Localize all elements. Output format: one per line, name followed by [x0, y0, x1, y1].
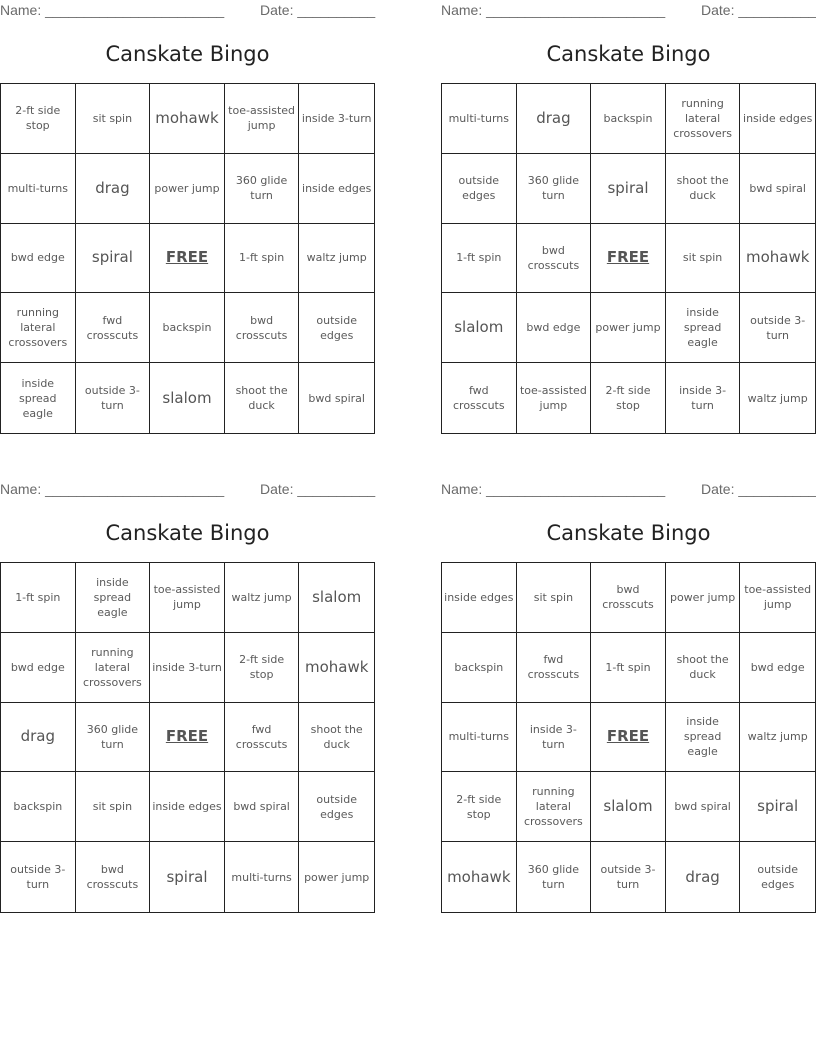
bingo-cell: 2-ft side stop	[442, 772, 517, 842]
bingo-cell: shoot the duck	[666, 633, 741, 703]
bingo-cell: multi-turns	[1, 154, 76, 224]
bingo-cell: 2-ft side stop	[1, 84, 76, 154]
bingo-cell: 1-ft spin	[591, 633, 666, 703]
bingo-cell: inside spread eagle	[666, 293, 741, 363]
bingo-cell: bwd edge	[517, 293, 592, 363]
bingo-cell: sit spin	[517, 563, 592, 633]
free-space-cell: FREE	[591, 703, 666, 773]
bingo-cell: power jump	[150, 154, 225, 224]
bingo-cell: 1-ft spin	[225, 224, 300, 294]
bingo-cell: toe-assisted jump	[225, 84, 300, 154]
bingo-cell: multi-turns	[442, 84, 517, 154]
bingo-cell: outside edges	[442, 154, 517, 224]
bingo-cell: power jump	[304, 870, 370, 884]
name-field-label: Name: _______________________	[0, 2, 225, 18]
name-field-label: Name: _______________________	[441, 481, 666, 497]
bingo-cell: bwd spiral	[740, 154, 815, 224]
card-header	[441, 0, 816, 20]
card-title: Canskate Bingo	[105, 42, 270, 66]
bingo-cell: inside edges	[299, 154, 374, 224]
bingo-cell: 360 glide turn	[225, 154, 300, 224]
bingo-cell: multi-turns	[225, 842, 300, 912]
bingo-cell: toe-assisted jump	[150, 563, 225, 633]
bingo-cell: bwd crosscuts	[225, 293, 300, 363]
bingo-cell: outside 3-turn	[591, 842, 666, 912]
bingo-cell: inside spread eagle	[76, 563, 151, 633]
bingo-cell: fwd crosscuts	[517, 633, 592, 703]
bingo-cell: mohawk	[740, 224, 815, 294]
date-field-label: Date: __________	[701, 2, 816, 18]
bingo-cell: mohawk	[150, 84, 225, 154]
bingo-cell: inside 3-turn	[150, 633, 225, 703]
date-field-label: Date: __________	[260, 2, 376, 18]
bingo-cell: running lateral crossovers	[1, 293, 76, 363]
free-space-cell: FREE	[150, 224, 225, 294]
bingo-cell: outside edges	[299, 293, 374, 363]
card-title: Canskate Bingo	[546, 521, 711, 545]
date-field-label: Date: __________	[260, 481, 376, 497]
bingo-cell: 2-ft side stop	[591, 363, 666, 433]
bingo-cell: power jump	[666, 563, 741, 633]
bingo-cell: multi-turns	[442, 703, 517, 773]
bingo-cell: drag	[666, 842, 741, 912]
bingo-cell: 360 glide turn	[517, 842, 592, 912]
bingo-cell: outside 3-turn	[76, 363, 151, 433]
bingo-grid	[441, 562, 816, 913]
bingo-cell: bwd crosscuts	[517, 224, 592, 294]
bingo-cell: waltz jump	[740, 703, 815, 773]
bingo-cell: running lateral crossovers	[517, 772, 592, 842]
bingo-cell: bwd crosscuts	[591, 563, 666, 633]
bingo-cell: inside 3-turn	[299, 84, 374, 154]
bingo-cell: inside edges	[150, 772, 225, 842]
bingo-cell: toe-assisted jump	[740, 563, 815, 633]
card-header	[0, 0, 375, 20]
bingo-cell: slalom	[299, 563, 374, 633]
bingo-cell: slalom	[591, 772, 666, 842]
bingo-cell: inside 3-turn	[517, 703, 592, 773]
bingo-cell: bwd spiral	[666, 772, 741, 842]
free-space-cell: FREE	[591, 224, 666, 294]
bingo-cell: inside spread eagle	[1, 363, 76, 433]
bingo-cell: waltz jump	[747, 391, 808, 405]
bingo-cell: spiral	[76, 224, 151, 294]
bingo-cell: 360 glide turn	[76, 703, 151, 773]
bingo-cell: backspin	[591, 84, 666, 154]
bingo-cell: outside 3-turn	[1, 842, 76, 912]
bingo-cell: spiral	[740, 772, 815, 842]
bingo-cell: mohawk	[299, 633, 374, 703]
bingo-cell: 1-ft spin	[1, 563, 76, 633]
card-title: Canskate Bingo	[105, 521, 270, 545]
bingo-cell: backspin	[442, 633, 517, 703]
bingo-cell: drag	[1, 703, 76, 773]
bingo-cell: mohawk	[442, 842, 517, 912]
bingo-cell: inside 3-turn	[666, 363, 741, 433]
bingo-cell: inside edges	[442, 563, 517, 633]
card-header	[0, 479, 375, 499]
bingo-cell: drag	[517, 84, 592, 154]
bingo-cell: drag	[76, 154, 151, 224]
bingo-cell: fwd crosscuts	[76, 293, 151, 363]
bingo-cell: inside spread eagle	[666, 703, 741, 773]
bingo-cell: shoot the duck	[666, 154, 741, 224]
card-header	[441, 479, 816, 499]
name-field-label: Name: _______________________	[441, 2, 666, 18]
bingo-cell: slalom	[150, 363, 225, 433]
bingo-cell: spiral	[150, 842, 225, 912]
bingo-cell: slalom	[442, 293, 517, 363]
bingo-cell: bwd edge	[1, 633, 76, 703]
bingo-grid	[441, 83, 816, 434]
bingo-cell: bwd crosscuts	[76, 842, 151, 912]
bingo-cell: outside edges	[757, 863, 798, 892]
name-field-label: Name: _______________________	[0, 481, 225, 497]
bingo-cell: inside edges	[740, 84, 815, 154]
bingo-cell: bwd spiral	[308, 391, 365, 405]
bingo-cell: bwd edge	[740, 633, 815, 703]
bingo-cell: fwd crosscuts	[442, 363, 517, 433]
date-field-label: Date: __________	[701, 481, 816, 497]
card-title: Canskate Bingo	[546, 42, 711, 66]
bingo-cell: 360 glide turn	[517, 154, 592, 224]
bingo-cell: fwd crosscuts	[225, 703, 300, 773]
bingo-cell: running lateral crossovers	[76, 633, 151, 703]
bingo-cell: toe-assisted jump	[517, 363, 592, 433]
bingo-cell: sit spin	[76, 84, 151, 154]
bingo-cell: 1-ft spin	[442, 224, 517, 294]
bingo-cell: bwd edge	[1, 224, 76, 294]
free-space-cell: FREE	[150, 703, 225, 773]
bingo-cell: shoot the duck	[299, 703, 374, 773]
bingo-cell: backspin	[1, 772, 76, 842]
bingo-cell: sit spin	[666, 224, 741, 294]
bingo-cell: sit spin	[76, 772, 151, 842]
bingo-cell: waltz jump	[225, 563, 300, 633]
bingo-cell: running lateral crossovers	[666, 84, 741, 154]
bingo-cell: outside 3-turn	[740, 293, 815, 363]
bingo-cell: 2-ft side stop	[225, 633, 300, 703]
bingo-cell: shoot the duck	[225, 363, 300, 433]
bingo-grid	[0, 562, 375, 913]
bingo-cell: bwd spiral	[225, 772, 300, 842]
bingo-cell: waltz jump	[299, 224, 374, 294]
bingo-grid	[0, 83, 375, 434]
bingo-cell: backspin	[150, 293, 225, 363]
bingo-cell: power jump	[591, 293, 666, 363]
bingo-cell: spiral	[591, 154, 666, 224]
bingo-cell: outside edges	[299, 772, 374, 842]
